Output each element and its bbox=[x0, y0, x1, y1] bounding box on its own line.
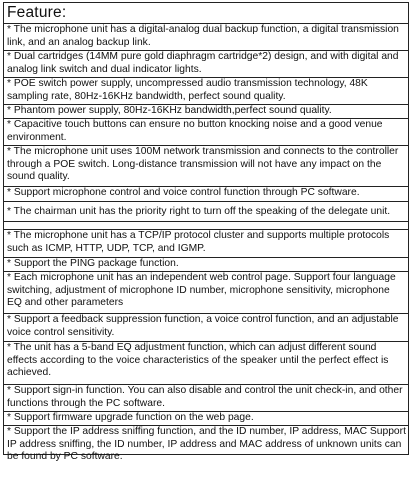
feature-row: * Support microphone control and voice control function through PC software. bbox=[4, 187, 408, 202]
feature-row: * POE switch power supply, uncompressed audio transmission technology, 48K sampling rate, 80Hz-16KHz bandwidth, perfect sound quality. bbox=[4, 78, 408, 105]
feature-row: * Phantom power supply, 80Hz-16KHz bandwidth,perfect sound quality. bbox=[4, 105, 408, 119]
feature-row: * The microphone unit has a digital-analog dual backup function, a digital transmission link, and an analog backup link. bbox=[4, 24, 408, 51]
feature-row: * The chairman unit has the priority right to turn off the speaking of the delegate unit. bbox=[4, 202, 408, 222]
feature-row: * The microphone unit has a TCP/IP protocol cluster and supports multiple protocols such as ICMP, HTTP, UDP, TCP, and IGMP. bbox=[4, 230, 408, 258]
feature-table bbox=[3, 2, 409, 463]
feature-row: * The unit has a 5-band EQ adjustment function, which can adjust different sound effects according to the voice characteristics of the speaker until the perfect effect is achieved. bbox=[4, 342, 408, 385]
feature-row: * Dual cartridges (14MM pure gold diaphragm cartridge*2) design, and with digital and analog link switch and dual indicator lights. bbox=[4, 51, 408, 78]
feature-row: * Support sign-in function. You can also disable and control the unit check-in, and other functions through the PC software. bbox=[4, 385, 408, 412]
feature-row: * Capacitive touch buttons can ensure no button knocking noise and a good venue environment. bbox=[4, 119, 408, 146]
feature-row: * Support firmware upgrade function on the web page. bbox=[4, 412, 408, 426]
feature-row: * Each microphone unit has an independent web control page. Support four language switching, adjustment of microphone ID number, microphone sensitivity, microphone EQ and other parameters bbox=[4, 272, 408, 314]
feature-row: * Support the PING package function. bbox=[4, 258, 408, 272]
feature-heading: Feature: bbox=[4, 3, 408, 24]
feature-row: * Support the IP address sniffing function, and the ID number, IP address, MAC Support IP address sniffing, the ID number, IP address and MAC address of unknown units can be found by PC software. bbox=[7, 426, 406, 463]
feature-row: * Support a feedback suppression function, a voice control function, and an adjustable voice control sensitivity. bbox=[4, 314, 408, 342]
feature-row: * The microphone unit uses 100M network transmission and connects to the controller through a POE switch. Long-distance transmission will not have any impact on the sound quality. bbox=[4, 146, 408, 187]
empty-feature-row bbox=[4, 222, 408, 230]
